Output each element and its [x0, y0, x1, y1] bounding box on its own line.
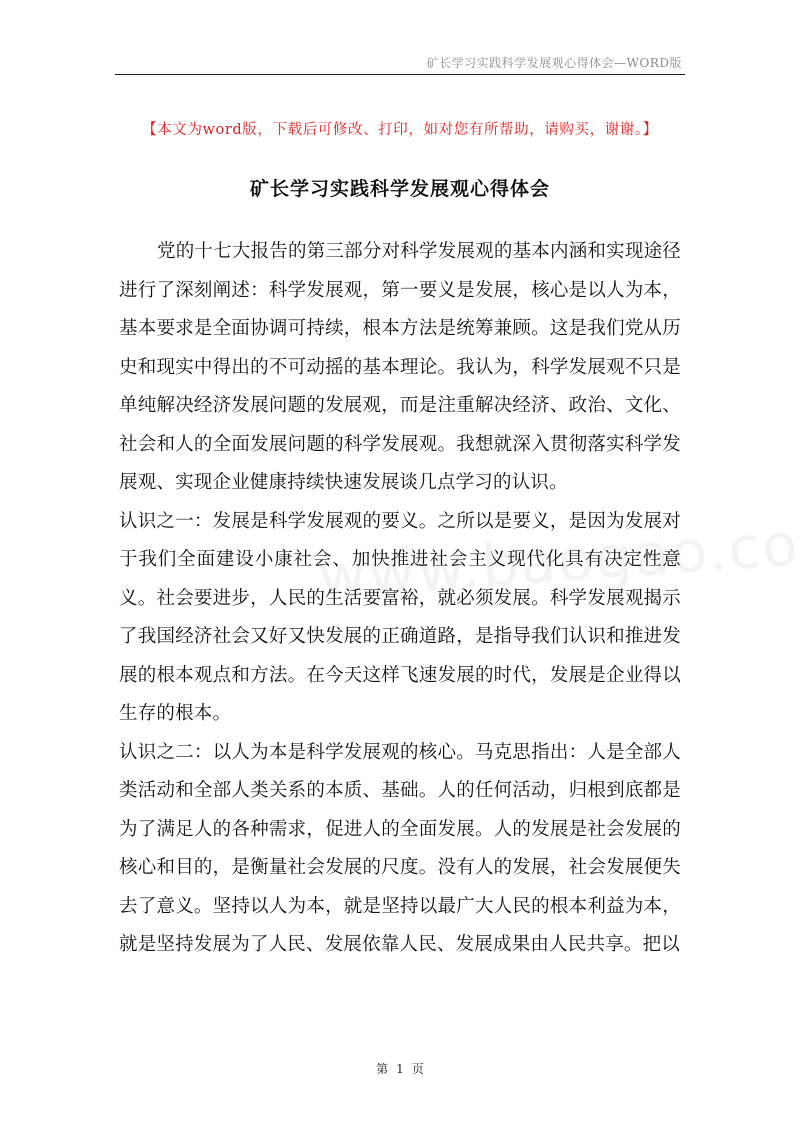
page-suffix: 页 [411, 1062, 424, 1076]
paragraph-point-1: 认识之一：发展是科学发展观的要义。之所以是要义，是因为发展对于我们全面建设小康社会、加快推进社会主义现代化具有决定性意义。社会要进步，人民的生活要富裕，就必须发展。科学发展观揭示了我国经济社会又好又快发展的正确道路，是指导我们认识和推进发展的根本观点和方法。在今天这样飞速发展的时代，发展是企业得以生存的根本。 [119, 510, 681, 724]
page-number: 1 [396, 1062, 404, 1076]
purchase-notice: 【本文为word版，下载后可修改、打印，如对您有所帮助，请购买，谢谢。】 [142, 122, 658, 138]
header-divider [115, 74, 685, 75]
paragraph-point-2: 认识之二：以人为本是科学发展观的核心。马克思指出：人是全部人类活动和全部人类关系的本质、基础。人的任何活动，归根到底都是为了满足人的各种需求，促进人的全面发展。人的发展是社会发展的核心和目的，是衡量社会发展的尺度。没有人的发展，社会发展便失去了意义。坚持以人为本，就是坚持以最广大人民的根本利益为本，就是坚持发展为了人民、发展依靠人民、发展成果由人民共享。把以 [119, 741, 681, 955]
page-number-footer [0, 1060, 800, 1077]
page-prefix: 第 [376, 1062, 389, 1076]
document-title: 矿长学习实践科学发展观心得体会 [249, 178, 550, 200]
document-body [119, 233, 681, 965]
page-header-title: 矿长学习实践科学发展观心得体会—WORD版 [426, 56, 682, 70]
paragraph-intro: 党的十七大报告的第三部分对科学发展观的基本内涵和实现途径进行了深刻阐述：科学发展观，第一要义是发展，核心是以人为本，基本要求是全面协调可持续，根本方法是统筹兼顾。这是我们党从历史和现实中得出的不可动摇的基本理论。我认为，科学发展观不只是单纯解决经济发展问题的发展观，而是注重解决经济、政治、文化、社会和人的全面发展问题的科学发展观。我想就深入贯彻落实科学发展观、实现企业健康持续快速发展谈几点学习的认识。 [119, 241, 681, 493]
